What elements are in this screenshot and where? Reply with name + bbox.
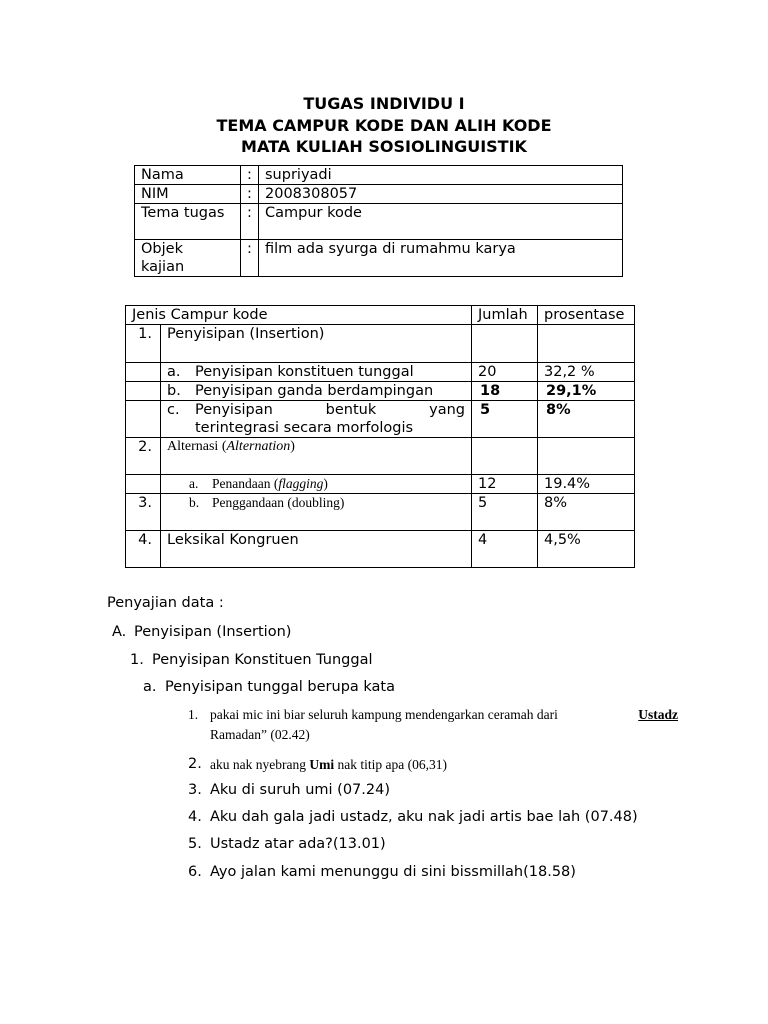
doc-title-line-3: MATA KULIAH SOSIOLINGUISTIK bbox=[241, 137, 527, 156]
row-number bbox=[126, 401, 161, 438]
category-label bbox=[161, 438, 472, 475]
subcategory-text: Penyisipan konstituen tunggal bbox=[195, 364, 414, 380]
list-marker: 3. bbox=[188, 782, 202, 798]
subcategory-text: Penggandaan (doubling) bbox=[212, 495, 345, 510]
example-text: nak titip apa (06,31) bbox=[334, 757, 447, 772]
subcategory-text: Penyisipan ganda berdampingan bbox=[195, 383, 434, 399]
example-text: aku nak nyebrang bbox=[210, 757, 310, 772]
section-heading: Penyajian data : bbox=[107, 595, 224, 611]
list-marker: 2. bbox=[188, 756, 202, 772]
value-nim: 2008308057 bbox=[259, 185, 623, 204]
list-marker: a. bbox=[167, 364, 181, 380]
label-italic: Alternation bbox=[226, 439, 291, 454]
doc-title-line-2: TEMA CAMPUR KODE DAN ALIH KODE bbox=[216, 115, 552, 135]
label-part: Penandaan ( bbox=[212, 476, 279, 491]
example-item-1-line-2: Ramadan” (02.42) bbox=[210, 727, 310, 742]
jumlah-cell: 18 bbox=[472, 382, 538, 401]
value-objek: film ada syurga di rumahmu karya bbox=[259, 240, 623, 277]
table-row bbox=[126, 325, 635, 363]
table-row bbox=[126, 363, 635, 382]
pct-cell: 4,5% bbox=[538, 531, 635, 568]
doc-title-line-1: TUGAS INDIVIDU I bbox=[303, 94, 465, 113]
value-tema: Campur kode bbox=[259, 204, 623, 240]
row-number bbox=[126, 363, 161, 382]
list-marker: A. bbox=[112, 624, 127, 640]
row-number bbox=[126, 475, 161, 494]
row-number: 1. bbox=[126, 325, 161, 363]
word: bentuk bbox=[325, 402, 377, 418]
subcategory-text-line-2: terintegrasi secara morfologis bbox=[195, 420, 414, 436]
word: yang bbox=[429, 402, 465, 418]
example-highlight: Umi bbox=[309, 757, 335, 772]
label-part: ) bbox=[290, 439, 295, 454]
subcategory-text-line-1 bbox=[195, 401, 465, 419]
colon: : bbox=[241, 204, 259, 240]
category-label: Leksikal Kongruen bbox=[161, 531, 472, 568]
jumlah-cell: 5 bbox=[472, 401, 538, 438]
subsection-title: Penyisipan Konstituen Tunggal bbox=[152, 652, 373, 668]
example-item-4: Aku dah gala jadi ustadz, aku nak jadi artis bae lah (07.48) bbox=[210, 809, 638, 825]
list-marker: b. bbox=[167, 383, 181, 399]
example-item-5: Ustadz atar ada?(13.01) bbox=[210, 836, 386, 852]
header-jumlah: Jumlah bbox=[472, 306, 538, 325]
pct-cell: 29,1% bbox=[538, 382, 635, 401]
list-marker: a. bbox=[189, 476, 199, 491]
identity-row-tema bbox=[135, 204, 623, 240]
code-mixing-table bbox=[125, 305, 635, 568]
list-marker: a. bbox=[143, 679, 157, 695]
pct-cell bbox=[538, 438, 635, 475]
jumlah-cell: 20 bbox=[472, 363, 538, 382]
pct-cell: 32,2 % bbox=[538, 363, 635, 382]
row-number: 4. bbox=[126, 531, 161, 568]
example-text: pakai mic ini biar seluruh kampung mendengarkan ceramah dari bbox=[210, 707, 558, 722]
label-italic: flagging bbox=[278, 476, 324, 491]
table-row bbox=[126, 438, 635, 475]
example-item-6: Ayo jalan kami menunggu di sini bissmillah(18.58) bbox=[210, 864, 576, 880]
label-nama: Nama bbox=[135, 166, 241, 185]
list-marker: 1. bbox=[188, 707, 199, 722]
list-marker: c. bbox=[167, 402, 180, 418]
jumlah-cell: 5 bbox=[472, 494, 538, 531]
row-number: 3. bbox=[126, 494, 161, 531]
pct-cell: 19.4% bbox=[538, 475, 635, 494]
list-marker: 4. bbox=[188, 809, 202, 825]
label-objek-line-2: kajian bbox=[141, 259, 185, 275]
label-nim: NIM bbox=[135, 185, 241, 204]
list-marker: 6. bbox=[188, 864, 202, 880]
subcategory-label bbox=[161, 494, 472, 531]
table-row bbox=[126, 531, 635, 568]
section-a-title: Penyisipan (Insertion) bbox=[134, 624, 292, 640]
label-objek bbox=[135, 240, 241, 277]
colon: : bbox=[241, 185, 259, 204]
value-nama: supriyadi bbox=[259, 166, 623, 185]
jumlah-cell bbox=[472, 438, 538, 475]
subsubsection-title: Penyisipan tunggal berupa kata bbox=[165, 679, 395, 695]
jumlah-cell: 4 bbox=[472, 531, 538, 568]
row-number: 2. bbox=[126, 438, 161, 475]
header-jenis: Jenis Campur kode bbox=[126, 306, 472, 325]
table-row bbox=[126, 382, 635, 401]
jumlah-cell bbox=[472, 325, 538, 363]
pct-cell bbox=[538, 325, 635, 363]
identity-table bbox=[134, 165, 623, 277]
label-objek-line-1: Objek bbox=[141, 241, 183, 257]
pct-cell: 8% bbox=[538, 401, 635, 438]
jumlah-cell: 12 bbox=[472, 475, 538, 494]
example-highlight: Ustadz bbox=[638, 707, 678, 722]
word: Penyisipan bbox=[195, 402, 273, 418]
subcategory-label bbox=[161, 363, 472, 382]
pct-cell: 8% bbox=[538, 494, 635, 531]
colon: : bbox=[241, 166, 259, 185]
subcategory-label bbox=[161, 475, 472, 494]
colon: : bbox=[241, 240, 259, 277]
table-row bbox=[126, 475, 635, 494]
table-header-row bbox=[126, 306, 635, 325]
list-marker: 5. bbox=[188, 836, 202, 852]
subcategory-label bbox=[161, 382, 472, 401]
list-marker: 1. bbox=[130, 652, 144, 668]
example-item-2 bbox=[210, 757, 447, 773]
label-part: Alternasi ( bbox=[167, 439, 227, 454]
category-label: Penyisipan (Insertion) bbox=[161, 325, 472, 363]
example-item-1-line-1 bbox=[210, 707, 678, 723]
identity-row-nama bbox=[135, 166, 623, 185]
example-item-3: Aku di suruh umi (07.24) bbox=[210, 782, 390, 798]
header-prosentase: prosentase bbox=[538, 306, 635, 325]
identity-row-nim bbox=[135, 185, 623, 204]
label-tema: Tema tugas bbox=[135, 204, 241, 240]
identity-row-objek bbox=[135, 240, 623, 277]
table-row bbox=[126, 401, 635, 438]
table-row bbox=[126, 494, 635, 531]
subcategory-label bbox=[161, 401, 472, 438]
label-part: ) bbox=[323, 476, 328, 491]
list-marker: b. bbox=[189, 495, 200, 510]
row-number bbox=[126, 382, 161, 401]
